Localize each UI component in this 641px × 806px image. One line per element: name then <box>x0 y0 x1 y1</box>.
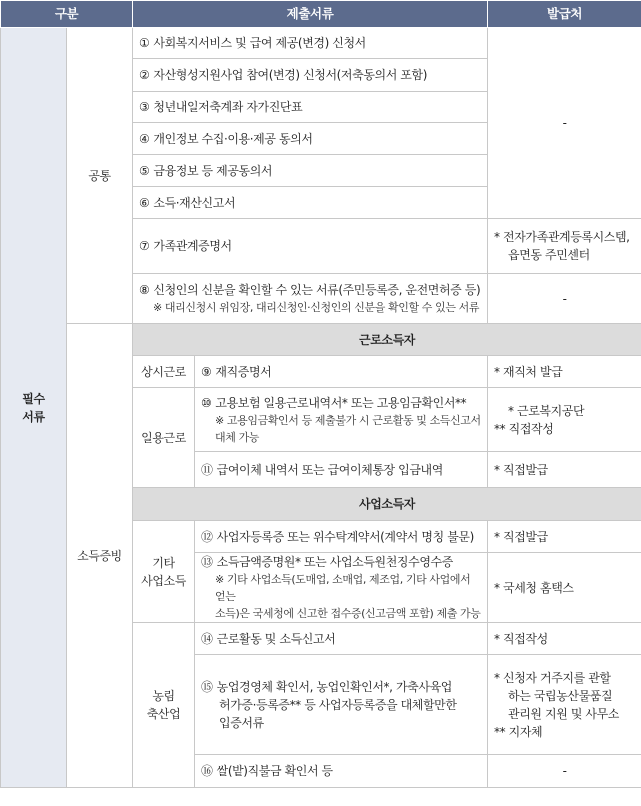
sub-agri-label: 농림 축산업 <box>133 623 195 788</box>
table-row <box>1 324 641 356</box>
category-label-line1: 필수 <box>22 391 45 406</box>
doc-item-15: ⑮ 농업경영체 확인서, 농업인확인서*, 가축사육업 허가증·등록증** 등 사업자등록증을 대체할만한 입증서류 <box>195 655 488 755</box>
doc-item-16: ⑯ 쌀(밭)직불금 확인서 등 <box>195 755 488 788</box>
issuer-item-9: * 재직처 발급 <box>488 356 641 388</box>
header-issuer: 발급처 <box>488 1 641 28</box>
header-row <box>1 1 641 28</box>
issuer-item-16: - <box>488 755 641 788</box>
doc-item-10: ⑩ 고용보험 일용근로내역서* 또는 고용임금확인서** ※ 고용임금확인서 등 제출불가 시 근로활동 및 소득신고서 대체 가능 <box>195 388 488 452</box>
doc-item-12: ⑫ 사업자등록증 또는 위수탁계약서(계약서 명칭 불문) <box>195 521 488 553</box>
issuer-item-7: * 전자가족관계등록시스템, 읍면동 주민센터 <box>488 219 641 274</box>
section-business: 사업소득자 <box>133 488 641 521</box>
header-documents: 제출서류 <box>133 1 488 28</box>
doc-item-3: ③ 청년내일저축계좌 자가진단표 <box>133 92 488 123</box>
doc-item-5: ⑤ 금융정보 등 제공동의서 <box>133 155 488 187</box>
doc-item-4: ④ 개인정보 수집·이용·제공 동의서 <box>133 123 488 155</box>
doc-item-13: ⑬ 소득금액증명원* 또는 사업소득원천징수영수증 ※ 기타 사업소득(도매업, 소매업, 제조업, 기타 사업에서 얻는 소득)은 국세청에 신고한 접수증(신고금액 포함) 제출 가능 <box>195 553 488 623</box>
doc-item-11: ⑪ 급여이체 내역서 또는 급여이체통장 입금내역 <box>195 452 488 488</box>
issuer-item-13: * 국세청 홈택스 <box>488 553 641 623</box>
section-labor: 근로소득자 <box>133 324 641 356</box>
doc-item-6: ⑥ 소득·재산신고서 <box>133 187 488 219</box>
doc-item-2: ② 자산형성지원사업 참여(변경) 신청서(저축동의서 포함) <box>133 59 488 92</box>
issuer-item-14: * 직접작성 <box>488 623 641 655</box>
issuer-item-10: * 근로복지공단 ** 직접작성 <box>488 388 641 452</box>
category-required <box>1 28 67 788</box>
group-common-label: 공통 <box>67 28 133 324</box>
issuer-item-8: - <box>488 274 641 324</box>
doc-item-7: ⑦ 가족관계증명서 <box>133 219 488 274</box>
category-label-line2: 서류 <box>22 409 45 424</box>
sub-daily-label: 일용근로 <box>133 388 195 488</box>
sub-regular-label: 상시근로 <box>133 356 195 388</box>
doc-item-1: ① 사회복지서비스 및 급여 제공(변경) 신청서 <box>133 28 488 59</box>
issuer-item-11: * 직접발급 <box>488 452 641 488</box>
doc-item-8-note: ※ 대리신청시 위임장, 대리신청인·신청인의 신분을 확인할 수 있는 서류 <box>153 301 480 314</box>
doc-item-14: ⑭ 근로활동 및 소득신고서 <box>195 623 488 655</box>
issuer-item-12: * 직접발급 <box>488 521 641 553</box>
doc-item-8: ⑧ 신청인의 신분을 확인할 수 있는 서류(주민등록증, 운전면허증 등) ※ 대리신청시 위임장, 대리신청인·신청인의 신분을 확인할 수 있는 서류 <box>133 274 488 324</box>
header-category: 구분 <box>1 1 133 28</box>
doc-item-9: ⑨ 재직증명서 <box>195 356 488 388</box>
issuer-item-15: * 신청자 거주지를 관할 하는 국립농산물품질 관리원 지원 및 사무소 ** 지자체 <box>488 655 641 755</box>
table-row <box>1 28 641 59</box>
sub-other-business-label: 기타 사업소득 <box>133 521 195 623</box>
issuer-common-1-6: - <box>488 28 641 219</box>
group-income-label: 소득증빙 <box>67 324 133 788</box>
